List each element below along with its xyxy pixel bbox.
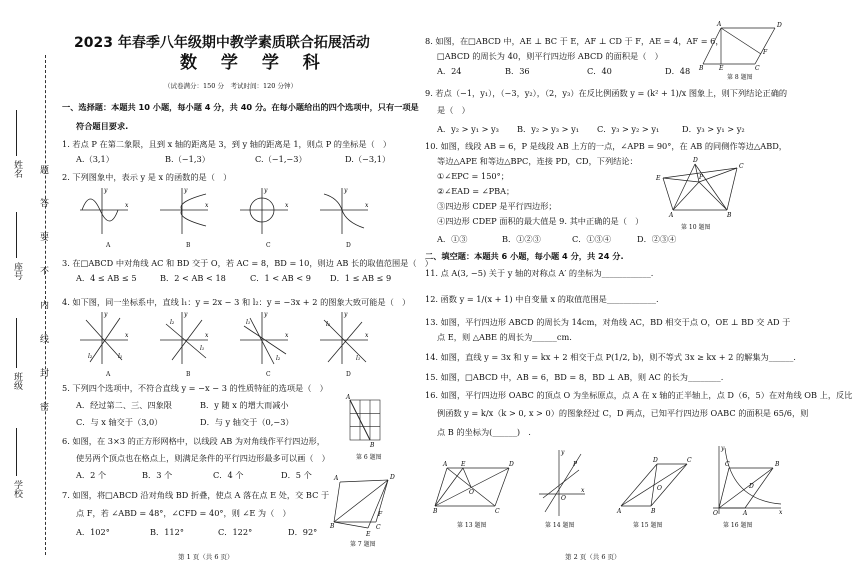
q4-graphs [80, 310, 370, 368]
q7-option-d[interactable]: D．92° [288, 527, 318, 537]
svg-text:x: x [581, 487, 585, 494]
seat-label: 座号 [12, 262, 22, 280]
svg-text:y: y [184, 187, 188, 194]
svg-text:A: A [669, 212, 674, 219]
q15-figure [617, 458, 693, 514]
q7-stem-line2: 点 F，若 ∠ABD = 48°，∠CFD = 40°，则 ∠E 为（ ） [76, 508, 291, 518]
q2-graphs [80, 186, 370, 238]
q10-claim-4: ④四边形 CDEP 面积的最大值是 9. 其中正确的是（ ） [437, 216, 644, 226]
q16-caption: 第 16 题图 [723, 522, 753, 529]
q5-option-b[interactable]: B．y 随 x 的增大而减小 [200, 400, 289, 410]
svg-text:A: A [717, 21, 722, 28]
q9-stem-line2: 是（ ） [437, 105, 470, 115]
q10-caption: 第 10 题图 [681, 224, 711, 231]
q9-stem-line1: 9. 若点（−1，y₁），（−3，y₂），（2，y₃）在反比例函数 y = (k² + 1)/x 图象上，则下列结论正确的 [425, 88, 788, 98]
q16-figure [709, 444, 783, 516]
q10-option-d[interactable]: D．②③④ [637, 234, 677, 244]
q10-claim-2: ②∠EAD = ∠PBA； [437, 186, 515, 196]
svg-text:l₂: l₂ [326, 321, 331, 328]
q4-label-b: B [186, 371, 191, 378]
q3-stem: 3. 在□ABCD 中对角线 AC 和 BD 交于 O，若 AC = 8，BD = 10，则边 AB 长的取值范围是（ ） [62, 258, 433, 268]
svg-text:D: D [693, 157, 698, 164]
svg-text:l₁: l₁ [200, 345, 205, 352]
svg-text:x: x [365, 202, 369, 209]
svg-text:F: F [378, 511, 383, 518]
q6-stem-line1: 6. 如图，在 3×3 的正方形网格中，以线段 AB 为对角线作平行四边形， [62, 436, 325, 446]
svg-text:x: x [779, 509, 783, 516]
q6-option-a[interactable]: A．2 个 [76, 470, 107, 480]
svg-text:l₂: l₂ [276, 355, 281, 362]
svg-text:C: C [376, 524, 381, 531]
class-label: 班级 [12, 372, 22, 390]
svg-text:B: B [370, 442, 375, 449]
q9-option-c[interactable]: C．y₃ > y₂ > y₁ [597, 124, 660, 134]
q8-option-b[interactable]: B．36 [505, 66, 530, 76]
svg-text:y: y [184, 311, 188, 318]
q3-option-c[interactable]: C．1 < AB < 9 [250, 273, 311, 283]
q9-option-d[interactable]: D．y₃ > y₁ > y₂ [682, 124, 745, 134]
q11-stem: 11. 点 A(3, −5) 关于 y 轴的对称点 A′ 的坐标为____________. [425, 268, 654, 278]
school-blank[interactable] [16, 428, 17, 476]
seal-word: 题 [38, 165, 48, 176]
svg-text:l₂: l₂ [88, 353, 93, 360]
q8-figure [699, 22, 785, 72]
svg-text:D: D [390, 474, 395, 481]
name-blank[interactable] [16, 110, 17, 156]
q4-label-a: A [106, 371, 111, 378]
svg-text:E: E [719, 65, 724, 72]
svg-text:y: y [561, 449, 565, 456]
q3-option-a[interactable]: A．4 ≤ AB ≤ 5 [76, 273, 137, 283]
seal-word: 不 [38, 266, 48, 277]
q1-option-c[interactable]: C.（−1,−3） [255, 154, 307, 164]
q10-figure [655, 158, 751, 218]
svg-text:C: C [725, 461, 730, 468]
q1-option-a[interactable]: A.（3,1） [76, 154, 114, 164]
q10-option-b[interactable]: B．①②③ [502, 234, 541, 244]
svg-text:C: C [687, 457, 692, 464]
svg-text:B: B [775, 461, 780, 468]
svg-text:P: P [573, 461, 578, 468]
svg-text:E: E [656, 175, 661, 182]
q5-option-d[interactable]: D．与 y 轴交于（0,−3） [200, 417, 294, 427]
svg-text:P: P [699, 174, 704, 181]
q1-stem: 1. 若点 P 在第二象限，且到 x 轴的距离是 3，到 y 轴的距离是 1，则点 P 的坐标是（ ） [62, 139, 392, 149]
q14-caption: 第 14 题图 [545, 522, 575, 529]
q12-stem: 12. 函数 y = 1/(x + 1) 中自变量 x 的取值范围是____________. [425, 294, 659, 304]
svg-text:A: A [743, 510, 748, 517]
name-label: 姓名 [12, 160, 22, 178]
svg-text:l₁: l₁ [356, 355, 361, 362]
svg-text:E: E [366, 531, 371, 538]
q7-option-c[interactable]: C．122° [218, 527, 253, 537]
q7-option-a[interactable]: A．102° [76, 527, 110, 537]
q7-caption: 第 7 题图 [350, 541, 376, 548]
seal-word: 要 [38, 232, 48, 243]
q3-option-b[interactable]: B．2 < AB < 18 [160, 273, 226, 283]
svg-text:F: F [763, 49, 768, 56]
q10-option-a[interactable]: A．①③ [437, 234, 468, 244]
svg-text:x: x [125, 332, 129, 339]
binding-strip [0, 0, 64, 582]
q8-caption: 第 8 题图 [727, 74, 753, 81]
svg-text:B: B [699, 65, 704, 72]
q2-label-a: A [106, 242, 111, 249]
q2-stem: 2. 下列图象中，表示 y 是 x 的函数的是（ ） [62, 172, 232, 182]
svg-text:B: B [433, 508, 438, 515]
q16-stem-line1: 16. 如图，平行四边形 OABC 的顶点 O 为坐标原点，点 A 在 x 轴的正半轴上，点 D（6，5）在对角线 OB 上，反比 [425, 390, 852, 400]
q7-option-b[interactable]: B．112° [150, 527, 184, 537]
section-1-heading-cont: 符合题目要求. [76, 121, 129, 131]
seal-word: 内 [38, 300, 48, 311]
seal-word: 密 [38, 402, 48, 413]
svg-text:A: A [346, 394, 351, 401]
q7-stem-line1: 7. 如图，将□ABCD 沿对角线 BD 折叠，使点 A 落在点 E 处，交 BC 于 [62, 490, 330, 500]
svg-text:O: O [657, 485, 662, 492]
q13-figure [433, 460, 513, 514]
q2-label-d: D [346, 242, 351, 249]
svg-text:l₂: l₂ [170, 319, 175, 326]
q4-stem: 4. 如下图，同一坐标系中，直线 l₁：y = 2x − 3 和 l₂：y = −3x + 2 的图象大致可能是（ ） [62, 297, 411, 307]
q8-option-c[interactable]: C．40 [587, 66, 612, 76]
seal-word: 线 [38, 334, 48, 345]
svg-text:x: x [205, 332, 209, 339]
svg-text:x: x [125, 202, 129, 209]
q9-option-b[interactable]: B．y₂ > y₃ > y₁ [517, 124, 580, 134]
school-label: 学校 [12, 480, 22, 498]
svg-text:x: x [285, 332, 289, 339]
q2-label-b: B [186, 242, 191, 249]
q5-stem: 5. 下列四个选项中，不符合直线 y = −x − 3 的性质特征的选项是（ ） [62, 383, 328, 393]
q10-claim-3: ③四边形 CDEP 是平行四边形； [437, 201, 557, 211]
q10-option-c[interactable]: C．①③④ [572, 234, 612, 244]
svg-text:D: D [509, 461, 514, 468]
q13-stem-line1: 13. 如图，平行四边形 ABCD 的周长为 14cm，对角线 AC，BD 相交于点 O，OE ⊥ BD 交 AD 于 [425, 317, 791, 327]
svg-text:C: C [495, 508, 500, 515]
svg-text:C: C [739, 163, 744, 170]
q5-option-c[interactable]: C．与 x 轴交于（3,0） [76, 417, 163, 427]
svg-text:x: x [285, 202, 289, 209]
q15-caption: 第 15 题图 [633, 522, 663, 529]
svg-text:B: B [651, 508, 656, 515]
q10-claim-1: ①∠EPC = 150°； [437, 171, 509, 181]
q6-option-d[interactable]: D．5 个 [281, 470, 312, 480]
q8-stem-line1: 8. 如图，在□ABCD 中，AE ⊥ BC 于 E，AF ⊥ CD 于 F，AE = 4，AF = 6， [425, 36, 724, 46]
q1-option-b[interactable]: B.（−1,3） [165, 154, 210, 164]
svg-text:O: O [713, 510, 718, 517]
q15-stem: 15. 如图，□ABCD 中，AB = 6，BD = 8，BD ⊥ AB，则 AC 的长为________. [425, 372, 724, 382]
section-2-heading: 二、填空题：本题共 6 小题，每小题 4 分，共 24 分. [425, 251, 624, 261]
svg-text:B: B [727, 212, 732, 219]
q10-stem-line1: 10. 如图，线段 AB = 6，P 是线段 AB 上方的一点，∠APB = 90°，在 AB 的同侧作等边△ABD， [425, 141, 787, 151]
svg-text:A: A [334, 475, 339, 482]
q6-option-c[interactable]: C．4 个 [213, 470, 244, 480]
q4-label-c: C [266, 371, 271, 378]
class-blank[interactable] [16, 318, 17, 368]
svg-text:y: y [264, 311, 268, 318]
q6-caption: 第 6 题图 [356, 454, 382, 461]
svg-text:A: A [443, 461, 448, 468]
q9-option-a[interactable]: A．y₂ > y₁ > y₃ [437, 124, 499, 134]
seat-blank[interactable] [16, 212, 17, 258]
q4-label-d: D [346, 371, 351, 378]
q13-caption: 第 13 题图 [457, 522, 487, 529]
exam-title: 2023 年春季八年级期中教学素质联合拓展活动 [74, 35, 370, 51]
q16-stem-line3: 点 B 的坐标为(______) . [437, 427, 531, 437]
q8-option-d[interactable]: D．48 [665, 66, 691, 76]
q6-grid-figure [346, 394, 382, 448]
q14-stem: 14. 如图，直线 y = 3x 和 y = kx + 2 相交于点 P(1/2, b)，则不等式 3x ≥ kx + 2 的解集为______. [425, 352, 796, 362]
q1-option-d[interactable]: D.（−3,1） [345, 154, 391, 164]
subject-title: 数 学 学 科 [180, 53, 329, 73]
page-1-footer: 第 1 页（共 6 页） [178, 553, 234, 561]
q8-option-a[interactable]: A．24 [437, 66, 462, 76]
svg-text:O: O [469, 489, 474, 496]
q16-stem-line2: 例函数 y = k/x（k > 0, x > 0）的图象经过 C，D 两点，已知平行四边形 OABC 的面积是 65/6，则 [437, 408, 809, 418]
svg-text:l₁: l₁ [118, 353, 123, 360]
svg-text:A: A [617, 508, 622, 515]
svg-text:B: B [330, 523, 335, 530]
q7-fold-figure [330, 472, 396, 538]
svg-text:y: y [104, 311, 108, 318]
svg-text:C: C [755, 65, 760, 72]
q6-stem-line2: 使另两个顶点也在格点上，则满足条件的平行四边形最多可以画（ ） [76, 453, 330, 463]
q14-figure [537, 448, 587, 518]
svg-text:l₁: l₁ [246, 319, 251, 326]
svg-text:D: D [777, 22, 782, 29]
page-2 [397, 0, 852, 582]
svg-text:y: y [104, 187, 108, 194]
svg-text:O: O [561, 495, 566, 502]
svg-text:y: y [721, 445, 725, 452]
page-2-footer: 第 2 页（共 6 页） [565, 553, 621, 561]
q8-stem-line2: □ABCD 的周长为 40，则平行四边形 ABCD 的面积是（ ） [437, 51, 663, 61]
svg-text:E: E [461, 461, 466, 468]
svg-text:y: y [344, 311, 348, 318]
seal-word: 封 [38, 368, 48, 379]
exam-meta: （试卷满分：150 分 考试时间：120 分钟） [164, 82, 297, 90]
seal-word: 答 [38, 198, 48, 209]
svg-text:x: x [365, 332, 369, 339]
q3-option-d[interactable]: D．1 ≤ AB ≤ 9 [330, 273, 392, 283]
svg-text:y: y [264, 187, 268, 194]
q10-stem-line2: 等边△APE 和等边△BPC，连接 PD，CD，下列结论： [437, 156, 638, 166]
q6-option-b[interactable]: B．3 个 [142, 470, 173, 480]
section-1-heading: 一、选择题：本题共 10 小题，每小题 4 分，共 40 分。在每小题给出的四个选项中，只有一项是 [62, 102, 419, 112]
q5-option-a[interactable]: A．经过第二、三、四象限 [76, 400, 172, 410]
q2-label-c: C [266, 242, 271, 249]
q13-stem-line2: 点 E，则 △ABE 的周长为______cm. [437, 332, 572, 342]
svg-text:D: D [749, 483, 754, 490]
svg-text:x: x [205, 202, 209, 209]
svg-text:D: D [653, 457, 658, 464]
svg-text:y: y [344, 187, 348, 194]
